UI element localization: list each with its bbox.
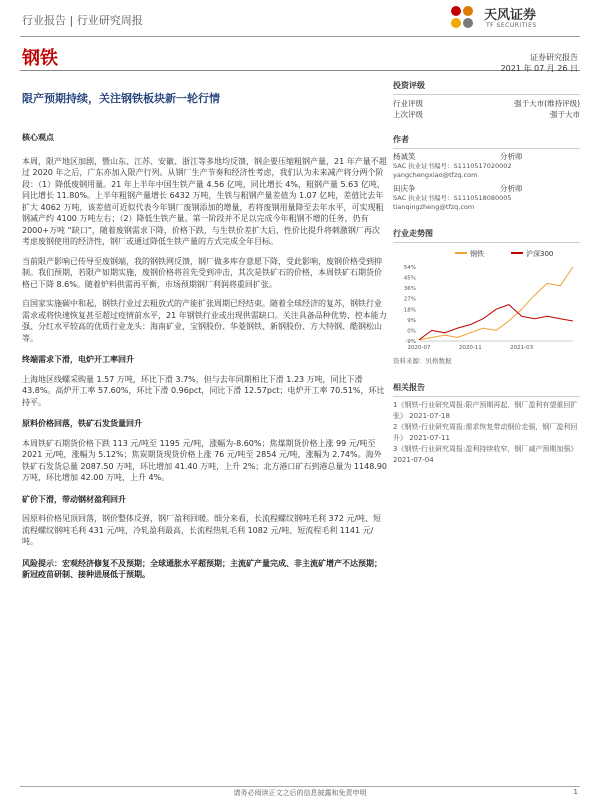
y-tick-label: 18% [403, 307, 416, 314]
rating-value: 强于大市(维持评级) [514, 99, 580, 108]
rating-heading: 投资评级 [393, 81, 425, 90]
series-line [419, 305, 573, 340]
y-tick-label: 9% [407, 317, 416, 324]
section-heading: 原料价格回落，铁矿石发货量回升 [22, 419, 142, 428]
paragraph: 当前限产影响已传导至废钢端，我的钢铁网反馈，钢厂做多库存意愿下降，受此影响，废钢价格受到抑制。我们预期，若限产如期实施，废钢价格将首先受到冲击，其次是铁矿石的价格，本周铁矿石期货价格已下降 8.6%。随着炉料供需再平衡，市场预期钢厂利润将重回扩张。 [22, 256, 382, 289]
y-tick-label: 27% [403, 296, 416, 303]
rating-value: 强于大市 [550, 110, 580, 119]
analyst-cert: SAC 执业证书编号：S1110518080005 [393, 194, 512, 202]
related-report-link[interactable]: 3《钢铁-行业研究周报:盈利持续收窄，钢厂减产预期加强》 2021-07-04 [393, 445, 578, 464]
y-tick-label: 54% [403, 265, 416, 271]
report-date: 2021 年 07 月 26 日 [500, 64, 578, 73]
analyst-name: 杨诚笑 [393, 152, 416, 161]
divider [20, 70, 580, 71]
authors-heading: 作者 [393, 135, 409, 144]
analyst-cert: SAC 执业证书编号：S1110517020002 [393, 162, 512, 170]
y-tick-label: -9% [405, 339, 416, 345]
section-heading: 矿价下滑，带动钢材盈利回升 [22, 494, 126, 504]
analyst-row [393, 152, 580, 162]
divider [393, 396, 580, 397]
risk-warning: 风险提示：宏观经济修复不及预期；全球通胀水平超预期；主流矿产量完成、非主流矿增产不达预期；新冠疫苗研制、接种进展低于预期。 [22, 558, 382, 579]
doc-type: 证券研究报告 [530, 53, 578, 62]
related-report-link[interactable]: 1《钢铁-行业研究周报:限产预期再起，钢厂盈利有望重回扩张》 2021-07-18 [393, 401, 578, 420]
section-text: 本周铁矿石期货价格下跌 113 元/吨至 1195 元/吨，涨幅为-8.60%；焦煤期货价格上涨 99 元/吨至 2021 元/吨，涨幅为 5.12%；焦炭期货现货价格上涨 76 元/吨至 2854 元/吨，涨幅为 2.74%。海外铁矿石发货总量 2087.50 万吨，环比增加 41.40 万吨，上升 2%；北方港口矿石到港总量为 1148.90 万吨，环比增加 42.00 万吨，上升 4%。 [22, 438, 388, 482]
analyst-role: 分析师 [500, 184, 523, 193]
paragraph: 本周，限产地区加剧，暨山东、江苏、安徽、浙江等多地均反馈，钢企要压缩粗钢产量，21 年产量不超过 2020 年之后，广东亦加入限产行列。从钢厂生产节奏和经济性考虑，我们认为未来减产将分两个阶段：（1）降低废钢用量。21 年上半年中国生铁产量 4.56 亿吨，同比增长 4%，粗钢产量 5.63 亿吨，同比增长 11.80%。上半年粗钢产量增长 6432 万吨，生铁与粗钢产量差值为 1.07 亿吨，差值比去年扩大 4062 万吨，该差值可近似代表今年钢厂废钢添加的增量，若将废钢用量降至去年水平，可实现粗钢减产约 4100 万吨左右；（2）降低生铁产量。第一阶段并不足以完成今年粗钢不增的任务，仍有 2000+万吨 “缺口”，随着废钢需求下降，价格下跌，与生铁价差扩大后，性价比提升将刺激钢厂再次考虑废钢使用的经济性，钢厂或通过降低生铁产量的方式完成全年目标。 [22, 156, 387, 246]
series-line [419, 267, 573, 340]
analyst-row [393, 184, 580, 194]
rating-row [393, 109, 580, 120]
related-heading: 相关报告 [393, 383, 425, 392]
y-tick-label: 0% [407, 328, 416, 335]
divider [393, 148, 580, 149]
x-tick-label: 2021-03 [510, 345, 534, 351]
rating-key: 行业评级 [393, 99, 423, 108]
core-heading: 核心观点 [22, 133, 54, 142]
section-heading: 终端需求下滑，电炉开工率回升 [22, 355, 134, 364]
legend-label: 沪深300 [526, 250, 554, 258]
main-column [22, 132, 387, 581]
related-report-link[interactable]: 2《钢铁-行业研究周报:需求恢复带动钢价走强，钢厂盈利回升》 2021-07-11 [393, 423, 578, 442]
paragraph: 自国家实施碳中和起，钢铁行业过去粗放式的产能扩张周期已经结束。随着全球经济的复苏，钢铁行业需求或将快速恢复甚至超过疫情前水平，21 年钢铁行业或出现供需缺口。关注具备品种优势、控本能力强、分红水平较高的优质行业龙头：海南矿业，宝钢股份、华菱钢铁、新钢股份、方大特钢、酷钢松山等。 [22, 299, 387, 343]
chart-source: 资料来源：贝格数据 [393, 357, 452, 365]
sidebar [393, 80, 580, 466]
report-title: 限产预期持续，关注钢铁板块新一轮行情 [22, 92, 220, 105]
report-type: 行业报告 | 行业研究周报 [22, 14, 143, 27]
rating-row [393, 98, 580, 109]
analyst-role: 分析师 [500, 152, 523, 161]
divider [393, 94, 580, 95]
footer-rule [20, 786, 580, 787]
sector-title: 钢铁 [22, 48, 58, 69]
analyst-email[interactable]: yangchengxiao@tfzq.com [393, 171, 478, 179]
rating-key: 上次评级 [393, 110, 423, 119]
y-tick-label: 45% [403, 275, 416, 282]
industry-chart [393, 245, 580, 355]
page-number: 1 [573, 788, 578, 796]
analyst-name: 田庆争 [393, 184, 416, 193]
legend-label: 钢铁 [470, 250, 484, 258]
y-tick-label: 36% [403, 286, 416, 293]
section-text: 因原料价格见顶回落，钢价整体反弹，钢厂盈利回暖。细分来看，长流程螺纹钢吨毛利 372 元/吨、短流程螺纹钢吨毛利 431 元/吨，冷轧盈利最高，长流程热轧毛利 1082 元/吨、短流程毛利 1141 元/吨。 [22, 514, 382, 546]
chart-heading: 行业走势图 [393, 229, 433, 238]
company-logo-icon [446, 4, 480, 34]
company-name: 天风证券 [484, 8, 537, 23]
analyst-email[interactable]: tianqingzheng@tfzq.com [393, 203, 475, 211]
divider [393, 242, 580, 243]
section-text: 上海地区线螺采购量 1.57 万吨，环比下滑 3.7%，但与去年同期相比下滑 1.23 万吨，同比下滑 43.8%。高炉开工率 57.60%，环比下滑 0.96pct，同比下滑 12.57pct；电炉开工率 70.51%，环比持平。 [22, 374, 385, 407]
x-tick-label: 2020-07 [407, 345, 431, 351]
company-name-en: TF SECURITIES [486, 22, 537, 29]
x-tick-label: 2020-11 [458, 345, 482, 351]
footer-disclaimer: 请务必阅读正文之后的信息披露和免责申明 [233, 789, 367, 797]
